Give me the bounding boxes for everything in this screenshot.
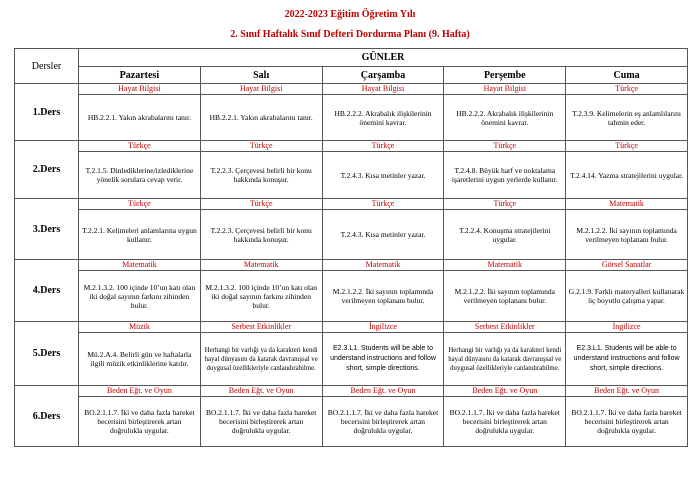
objective-cell: BO.2.1.1.7. İki ve daha fazla hareket becerisini birleştirerek artan doğrulukla uygular. [566, 397, 688, 447]
lesson-label: 2.Ders [15, 141, 79, 199]
subject-cell: Hayat Bilgisi [444, 84, 566, 95]
objective-cell: T.2.4.3. Kısa metinler yazar. [322, 152, 444, 199]
lesson-label: 3.Ders [15, 199, 79, 260]
lesson-label: 6.Ders [15, 386, 79, 447]
lesson-label: 5.Ders [15, 322, 79, 386]
day-header: Pazartesi [79, 67, 201, 84]
objective-cell: BO.2.1.1.7. İki ve daha fazla hareket becerisini birleştirerek artan doğrulukla uygular. [200, 397, 322, 447]
objective-cell: Herhangi bir varlığı ya da karakteri kendi hayal dünyasını da katarak davranışsal ve duygusal özellikleriyle canlandırabilme. [444, 333, 566, 386]
day-header: Cuma [566, 67, 688, 84]
subject-cell: Serbest Etkinlikler [444, 322, 566, 333]
objective-cell: Mü.2.A.4. Belirli gün ve haftalarla ilgili müzik etkinliklerine katılır. [79, 333, 201, 386]
objective-cell: T.2.4.8. Büyük harf ve noktalama işaretlerini uygun yerlerde kullanır. [444, 152, 566, 199]
subject-cell: Hayat Bilgisi [200, 84, 322, 95]
days-group-header: GÜNLER [79, 49, 688, 67]
subject-cell: Türkçe [322, 199, 444, 210]
objective-cell: BO.2.1.1.7. İki ve daha fazla hareket becerisini birleştirerek artan doğrulukla uygular. [79, 397, 201, 447]
objective-cell: BO.2.1.1.7. İki ve daha fazla hareket becerisini birleştirerek artan doğrulukla uygular. [444, 397, 566, 447]
objective-cell: M.2.1.2.2. İki sayının toplamında verilmeyen toplananı bulur. [566, 210, 688, 260]
subject-cell: Türkçe [200, 141, 322, 152]
subject-cell: Matematik [444, 260, 566, 271]
subject-cell: Beden Eğt. ve Oyun [566, 386, 688, 397]
objective-cell: M.2.1.2.2. İki sayının toplamında verilmeyen toplananı bulur. [322, 271, 444, 322]
objective-cell: BO.2.1.1.7. İki ve daha fazla hareket becerisini birleştirerek artan doğrulukla uygular. [322, 397, 444, 447]
objective-cell: T.2.2.3. Çerçevesi belirli bir konu hakkında konuşur. [200, 210, 322, 260]
lessons-header: Dersler [15, 49, 79, 84]
objective-cell: E2.3.L1. Students will be able to understand instructions and follow short, simple directions. [566, 333, 688, 386]
objective-cell: T.2.2.4. Konuşma stratejilerini uygular. [444, 210, 566, 260]
subject-cell: Matematik [566, 199, 688, 210]
subject-cell: Türkçe [79, 141, 201, 152]
objective-cell: T.2.3.9. Kelimelerin eş anlamlılarını tahmin eder. [566, 95, 688, 141]
lesson-label: 1.Ders [15, 84, 79, 141]
subject-cell: Türkçe [444, 199, 566, 210]
objective-cell: HB.2.2.1. Yakın akrabalarını tanır. [200, 95, 322, 141]
objective-cell: M.2.1.3.2. 100 içinde 10’un katı olan iki doğal sayının farkını zihinden bulur. [200, 271, 322, 322]
subject-cell: Türkçe [79, 199, 201, 210]
subject-cell: Matematik [79, 260, 201, 271]
objective-cell: E2.3.L1. Students will be able to understand instructions and follow short, simple directions. [322, 333, 444, 386]
objective-cell: T.2.2.3. Çerçevesi belirli bir konu hakkında konuşur. [200, 152, 322, 199]
subject-cell: İngilizce [322, 322, 444, 333]
objective-cell: HB.2.2.2. Akrabalık ilişkilerinin önemini kavrar. [322, 95, 444, 141]
objective-cell: M.2.1.3.2. 100 içinde 10’un katı olan iki doğal sayının farkını zihinden bulur. [79, 271, 201, 322]
objective-cell: HB.2.2.1. Yakın akrabalarını tanır. [79, 95, 201, 141]
weekly-plan-table [14, 48, 688, 447]
day-header: Çarşamba [322, 67, 444, 84]
subject-cell: Müzik [79, 322, 201, 333]
objective-cell: Herhangi bir varlığı ya da karakteri kendi hayal dünyasını da katarak davranışsal ve duygusal özellikleriyle canlandırabilme. [200, 333, 322, 386]
subject-cell: Beden Eğt. ve Oyun [322, 386, 444, 397]
subject-cell: Hayat Bilgisi [79, 84, 201, 95]
objective-cell: HB.2.2.2. Akrabalık ilişkilerinin önemini kavrar. [444, 95, 566, 141]
objective-cell: T.2.2.1. Kelimeleri anlamlarına uygun kullanır. [79, 210, 201, 260]
year-title: 2022-2023 Eğitim Öğretim Yılı [284, 9, 416, 20]
subject-cell: Türkçe [444, 141, 566, 152]
objective-cell: M.2.1.2.2. İki sayının toplamında verilmeyen toplananı bulur. [444, 271, 566, 322]
subject-cell: Matematik [200, 260, 322, 271]
subject-cell: Beden Eğt. ve Oyun [79, 386, 201, 397]
subject-cell: Türkçe [322, 141, 444, 152]
objective-cell: T.2.1.5. Dinlediklerine/izlediklerine yönelik sorulara cevap verir. [79, 152, 201, 199]
lesson-label: 4.Ders [15, 260, 79, 322]
plan-title: 2. Sınıf Haftalık Sınıf Defteri Dordurma Planı (9. Hafta) [230, 29, 470, 40]
objective-cell: G.2.1.9. Farklı materyalleri kullanarak üç boyutlu çalışma yapar. [566, 271, 688, 322]
day-header: Salı [200, 67, 322, 84]
subject-cell: Hayat Bilgisi [322, 84, 444, 95]
subject-cell: Görsel Sanatlar [566, 260, 688, 271]
objective-cell: T.2.4.14. Yazma stratejilerini uygular. [566, 152, 688, 199]
subject-cell: Türkçe [566, 84, 688, 95]
objective-cell: T.2.4.3. Kısa metinler yazar. [322, 210, 444, 260]
subject-cell: Türkçe [200, 199, 322, 210]
day-header: Perşembe [444, 67, 566, 84]
subject-cell: Beden Eğt. ve Oyun [444, 386, 566, 397]
subject-cell: İngilizce [566, 322, 688, 333]
subject-cell: Serbest Etkinlikler [200, 322, 322, 333]
subject-cell: Matematik [322, 260, 444, 271]
subject-cell: Türkçe [566, 141, 688, 152]
subject-cell: Beden Eğt. ve Oyun [200, 386, 322, 397]
